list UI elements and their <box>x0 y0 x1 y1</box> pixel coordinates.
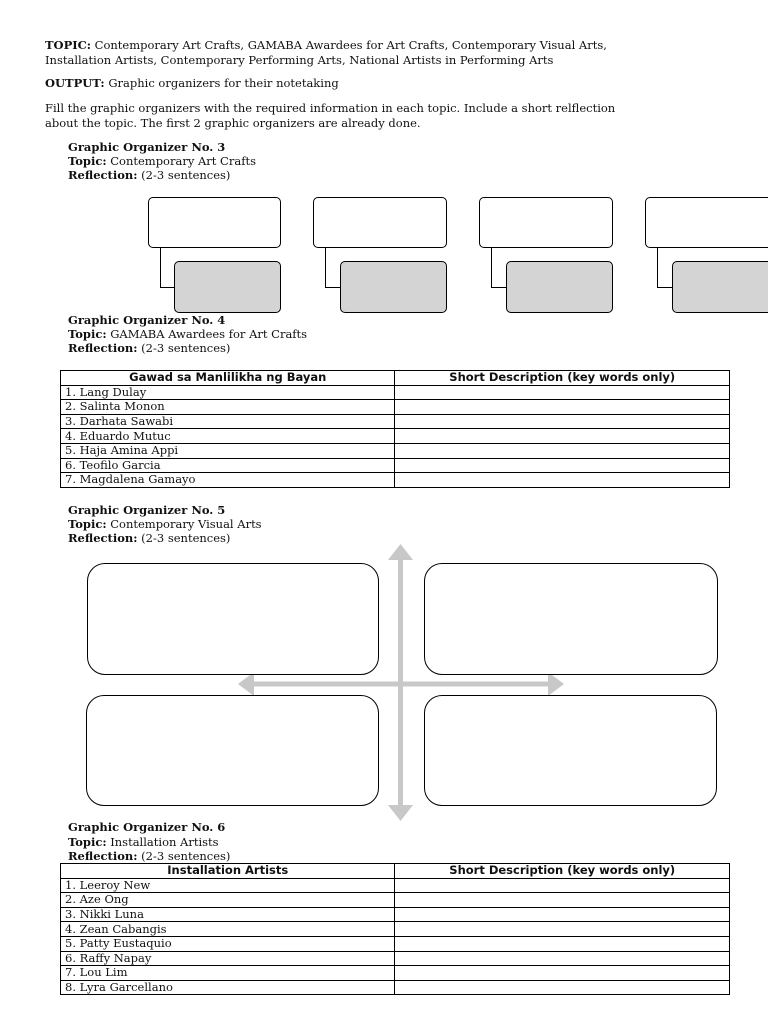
organizer3-box-3-bottom <box>506 261 613 313</box>
topic-line-1 <box>45 38 607 53</box>
output-label: OUTPUT: <box>45 76 105 90</box>
table-row: 2. Aze Ong <box>61 893 730 908</box>
left-arrowhead <box>238 672 254 696</box>
organizer3-box-2-bottom <box>340 261 447 313</box>
topic-label: TOPIC: <box>45 38 91 52</box>
table-row: 8. Lyra Garcellano <box>61 980 730 995</box>
column-header-name: Installation Artists <box>61 864 395 879</box>
table-row: 3. Nikki Luna <box>61 907 730 922</box>
table-row: 3. Darhata Sawabi <box>61 414 730 429</box>
table-row: 6. Teofilo Garcia <box>61 458 730 473</box>
table-row: 6. Raffy Napay <box>61 951 730 966</box>
column-header-name: Gawad sa Manlilikha ng Bayan <box>61 371 395 386</box>
organizer4-table <box>60 370 730 488</box>
table-row: 7. Lou Lim <box>61 966 730 981</box>
table-header-row <box>61 864 730 879</box>
topic-text: Contemporary Art Crafts, GAMABA Awardees for Art Crafts, Contemporary Visual Arts, <box>91 38 607 52</box>
organizer5-box-top-right[interactable] <box>424 563 718 675</box>
organizer4-reflection: Reflection: (2-3 sentences) <box>68 341 231 355</box>
description-cell[interactable] <box>395 951 730 966</box>
description-cell[interactable] <box>395 936 730 951</box>
organizer3-connector-1 <box>160 248 175 288</box>
table-row: 7. Magdalena Gamayo <box>61 473 730 488</box>
description-cell[interactable] <box>395 443 730 458</box>
up-arrowhead <box>388 544 413 560</box>
organizer5-box-bottom-left[interactable] <box>86 695 379 806</box>
description-cell[interactable] <box>395 878 730 893</box>
organizer3-connector-4 <box>657 248 673 288</box>
description-cell[interactable] <box>395 400 730 415</box>
organizer6-topic: Topic: Installation Artists <box>68 835 219 849</box>
organizer3-title: Graphic Organizer No. 3 <box>68 140 226 154</box>
description-cell[interactable] <box>395 966 730 981</box>
organizer3-topic: Topic: Contemporary Art Crafts <box>68 154 256 168</box>
description-cell[interactable] <box>395 907 730 922</box>
organizer4-topic: Topic: GAMABA Awardees for Art Crafts <box>68 327 308 341</box>
instructions-line-2: about the topic. The first 2 graphic organizers are already done. <box>45 116 421 130</box>
output-line <box>45 76 339 91</box>
down-arrowhead <box>388 805 413 821</box>
horizontal-arrow-shaft <box>252 682 550 687</box>
description-cell[interactable] <box>395 385 730 400</box>
organizer5-reflection: Reflection: (2-3 sentences) <box>68 531 231 545</box>
organizer6-table <box>60 863 730 995</box>
organizer3-box-1-top <box>148 197 281 248</box>
description-cell[interactable] <box>395 893 730 908</box>
organizer6-reflection: Reflection: (2-3 sentences) <box>68 849 231 863</box>
description-cell[interactable] <box>395 458 730 473</box>
description-cell[interactable] <box>395 473 730 488</box>
organizer5-topic: Topic: Contemporary Visual Arts <box>68 517 262 531</box>
organizer4-title: Graphic Organizer No. 4 <box>68 313 226 327</box>
organizer5-box-bottom-right[interactable] <box>424 695 717 806</box>
column-header-description: Short Description (key words only) <box>395 371 730 386</box>
organizer3-box-2-top <box>313 197 447 248</box>
table-row: 4. Zean Cabangis <box>61 922 730 937</box>
organizer3-connector-3 <box>491 248 507 288</box>
output-text: Graphic organizers for their notetaking <box>104 76 339 90</box>
table-row: 1. Leeroy New <box>61 878 730 893</box>
organizer3-reflection: Reflection: (2-3 sentences) <box>68 168 231 182</box>
organizer3-box-1-bottom <box>174 261 281 313</box>
instructions-line-1: Fill the graphic organizers with the required information in each topic. Include a short relflection <box>45 101 616 115</box>
table-row: 4. Eduardo Mutuc <box>61 429 730 444</box>
topic-line-2: Installation Artists, Contemporary Performing Arts, National Artists in Performing Arts <box>45 53 554 67</box>
table-row: 1. Lang Dulay <box>61 385 730 400</box>
organizer5-title: Graphic Organizer No. 5 <box>68 503 226 517</box>
table-row: 5. Haja Amina Appi <box>61 443 730 458</box>
column-header-description: Short Description (key words only) <box>395 864 730 879</box>
right-arrowhead <box>548 672 564 696</box>
organizer3-box-4-top <box>645 197 768 248</box>
table-header-row <box>61 371 730 386</box>
organizer6-title: Graphic Organizer No. 6 <box>68 820 226 834</box>
organizer5-box-top-left[interactable] <box>87 563 379 675</box>
table-row: 2. Salinta Monon <box>61 400 730 415</box>
organizer3-connector-2 <box>325 248 341 288</box>
description-cell[interactable] <box>395 922 730 937</box>
description-cell[interactable] <box>395 429 730 444</box>
description-cell[interactable] <box>395 980 730 995</box>
organizer3-box-4-bottom <box>672 261 768 313</box>
organizer3-box-3-top <box>479 197 613 248</box>
table-row: 5. Patty Eustaquio <box>61 936 730 951</box>
description-cell[interactable] <box>395 414 730 429</box>
